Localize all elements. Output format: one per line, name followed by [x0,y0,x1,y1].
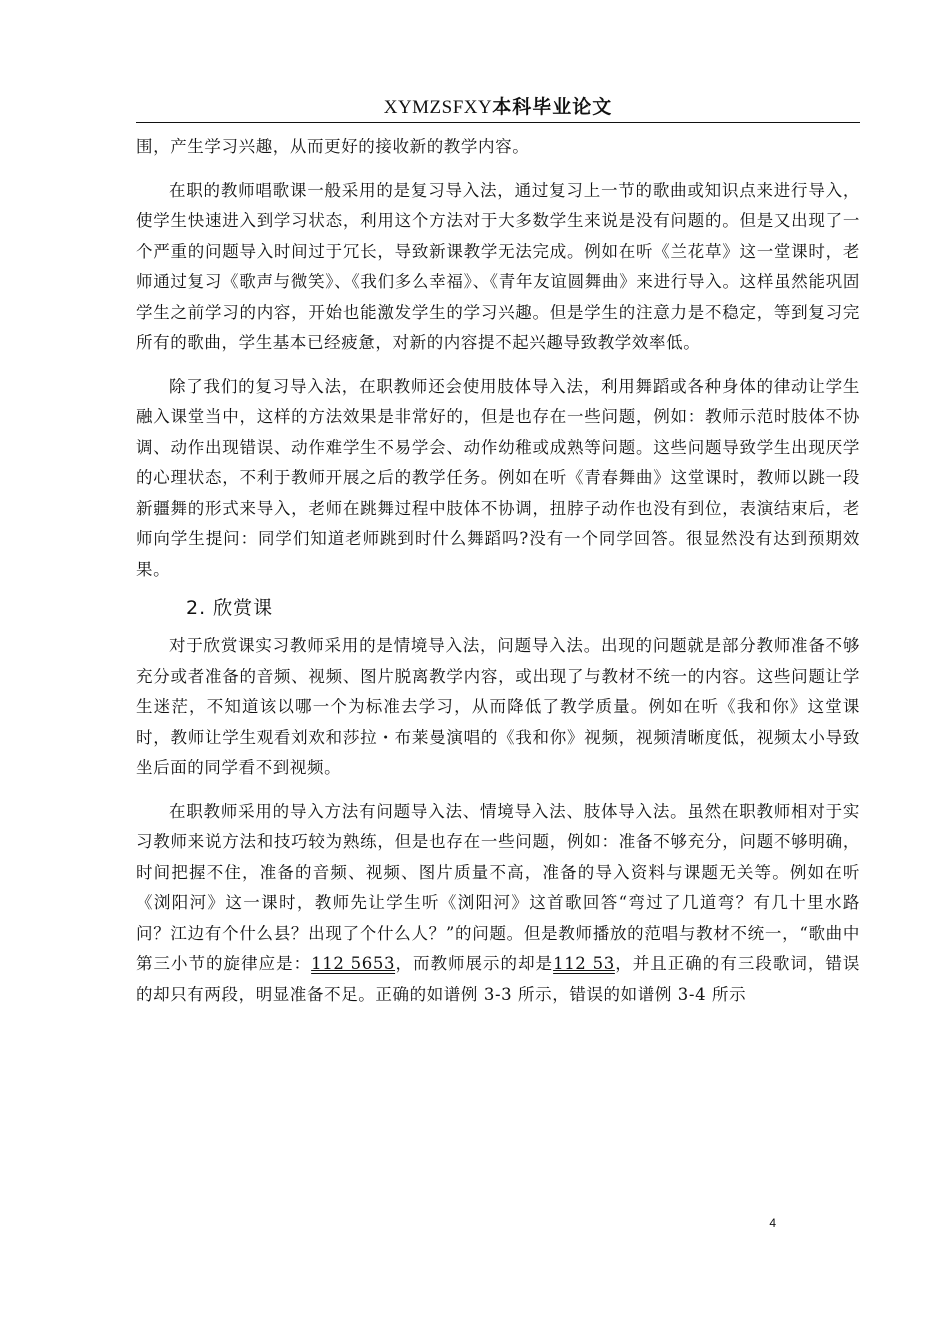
notation-wrong: 112 53 [553,954,615,973]
header-thesis-title: 本科毕业论文 [492,96,613,118]
paragraph-text: ，而教师展示的却是 [395,954,554,973]
document-body [136,132,860,1010]
paragraph-text: 在职教师采用的导入方法有问题导入法、情境导入法、肢体导入法。虽然在职教师相对于实习教师来说方法和技巧较为熟练，但是也存在一些问题，例如：准备不够充分，问题不够明确，时间把握不住，准备的音频、视频、图片质量不高，准备的导入资料与课题无关等。例如在听《浏阳河》这一课时，教师先让学生听《浏阳河》这首歌回答“弯过了几道弯？有几十里水路问？江边有个什么县？出现了个什么人？”的问题。但是教师播放的范唱与教材不统一，“歌曲中第三小节的旋律应是： [136,801,860,973]
paragraph-text: ，并且正确的有三段歌词，错误的却只有两段，明显准备不足。正确的如谱例 3-3 所示，错误的如谱例 3-4 所示 [136,954,861,1004]
running-header [136,94,860,123]
paragraph-appreciation-intern: 对于欣赏课实习教师采用的是情境导入法，问题导入法。出现的问题就是部分教师准备不够充分或者准备的音频、视频、图片脱离教学内容，或出现了与教材不统一的内容。这些问题让学生迷茫，不知道该以哪一个为标准去学习，从而降低了教学质量。例如在听《我和你》这堂课时，教师让学生观看刘欢和莎拉・布莱曼演唱的《我和你》视频，视频清晰度低，视频太小导致坐后面的同学看不到视频。 [136,636,860,777]
paragraph-singing-class-review: 在职的教师唱歌课一般采用的是复习导入法，通过复习上一节的歌曲或知识点来进行导入，使学生快速进入到学习状态，利用这个方法对于大多数学生来说是没有问题的。但是又出现了一个严重的问题导入时间过于冗长，导致新课教学无法完成。例如在听《兰花草》这一堂课时，老师通过复习《歌声与微笑》、《我们多么幸福》、《青年友谊圆舞曲》来进行导入。这样虽然能巩固学生之前学习的内容，开始也能激发学生的学习兴趣。但是学生的注意力是不稳定，等到复习完所有的歌曲，学生基本已经疲惫，对新的内容提不起兴趣导致教学效率低。 [136,180,860,352]
paragraph-body-movement: 除了我们的复习导入法，在职教师还会使用肢体导入法，利用舞蹈或各种身体的律动让学生融入课堂当中，这样的方法效果是非常好的，但是也存在一些问题，例如：教师示范时肢体不协调、动作出现错误、动作难学生不易学会、动作幼稚或成熟等问题。这些问题导致学生出现厌学的心理状态，不利于教师开展之后的教学任务。例如在听《青春舞曲》这堂课时，教师以跳一段新疆舞的形式来导入，老师在跳舞过程中肢体不协调，扭脖子动作也没有到位，表演结束后，老师向学生提问：同学们知道老师跳到时什么舞蹈吗?没有一个同学回答。很显然没有达到预期效果。 [136,376,860,579]
notation-correct: 112 5653 [311,954,396,973]
header-school-code: XYMZSFXY [383,97,493,118]
paragraph-continuation: 围，产生学习兴趣，从而更好的接收新的教学内容。 [136,137,530,156]
section-heading-appreciation: 2. 欣赏课 [186,597,274,619]
paragraph-appreciation-inservice [136,797,860,1011]
page-number: 4 [769,1216,776,1230]
